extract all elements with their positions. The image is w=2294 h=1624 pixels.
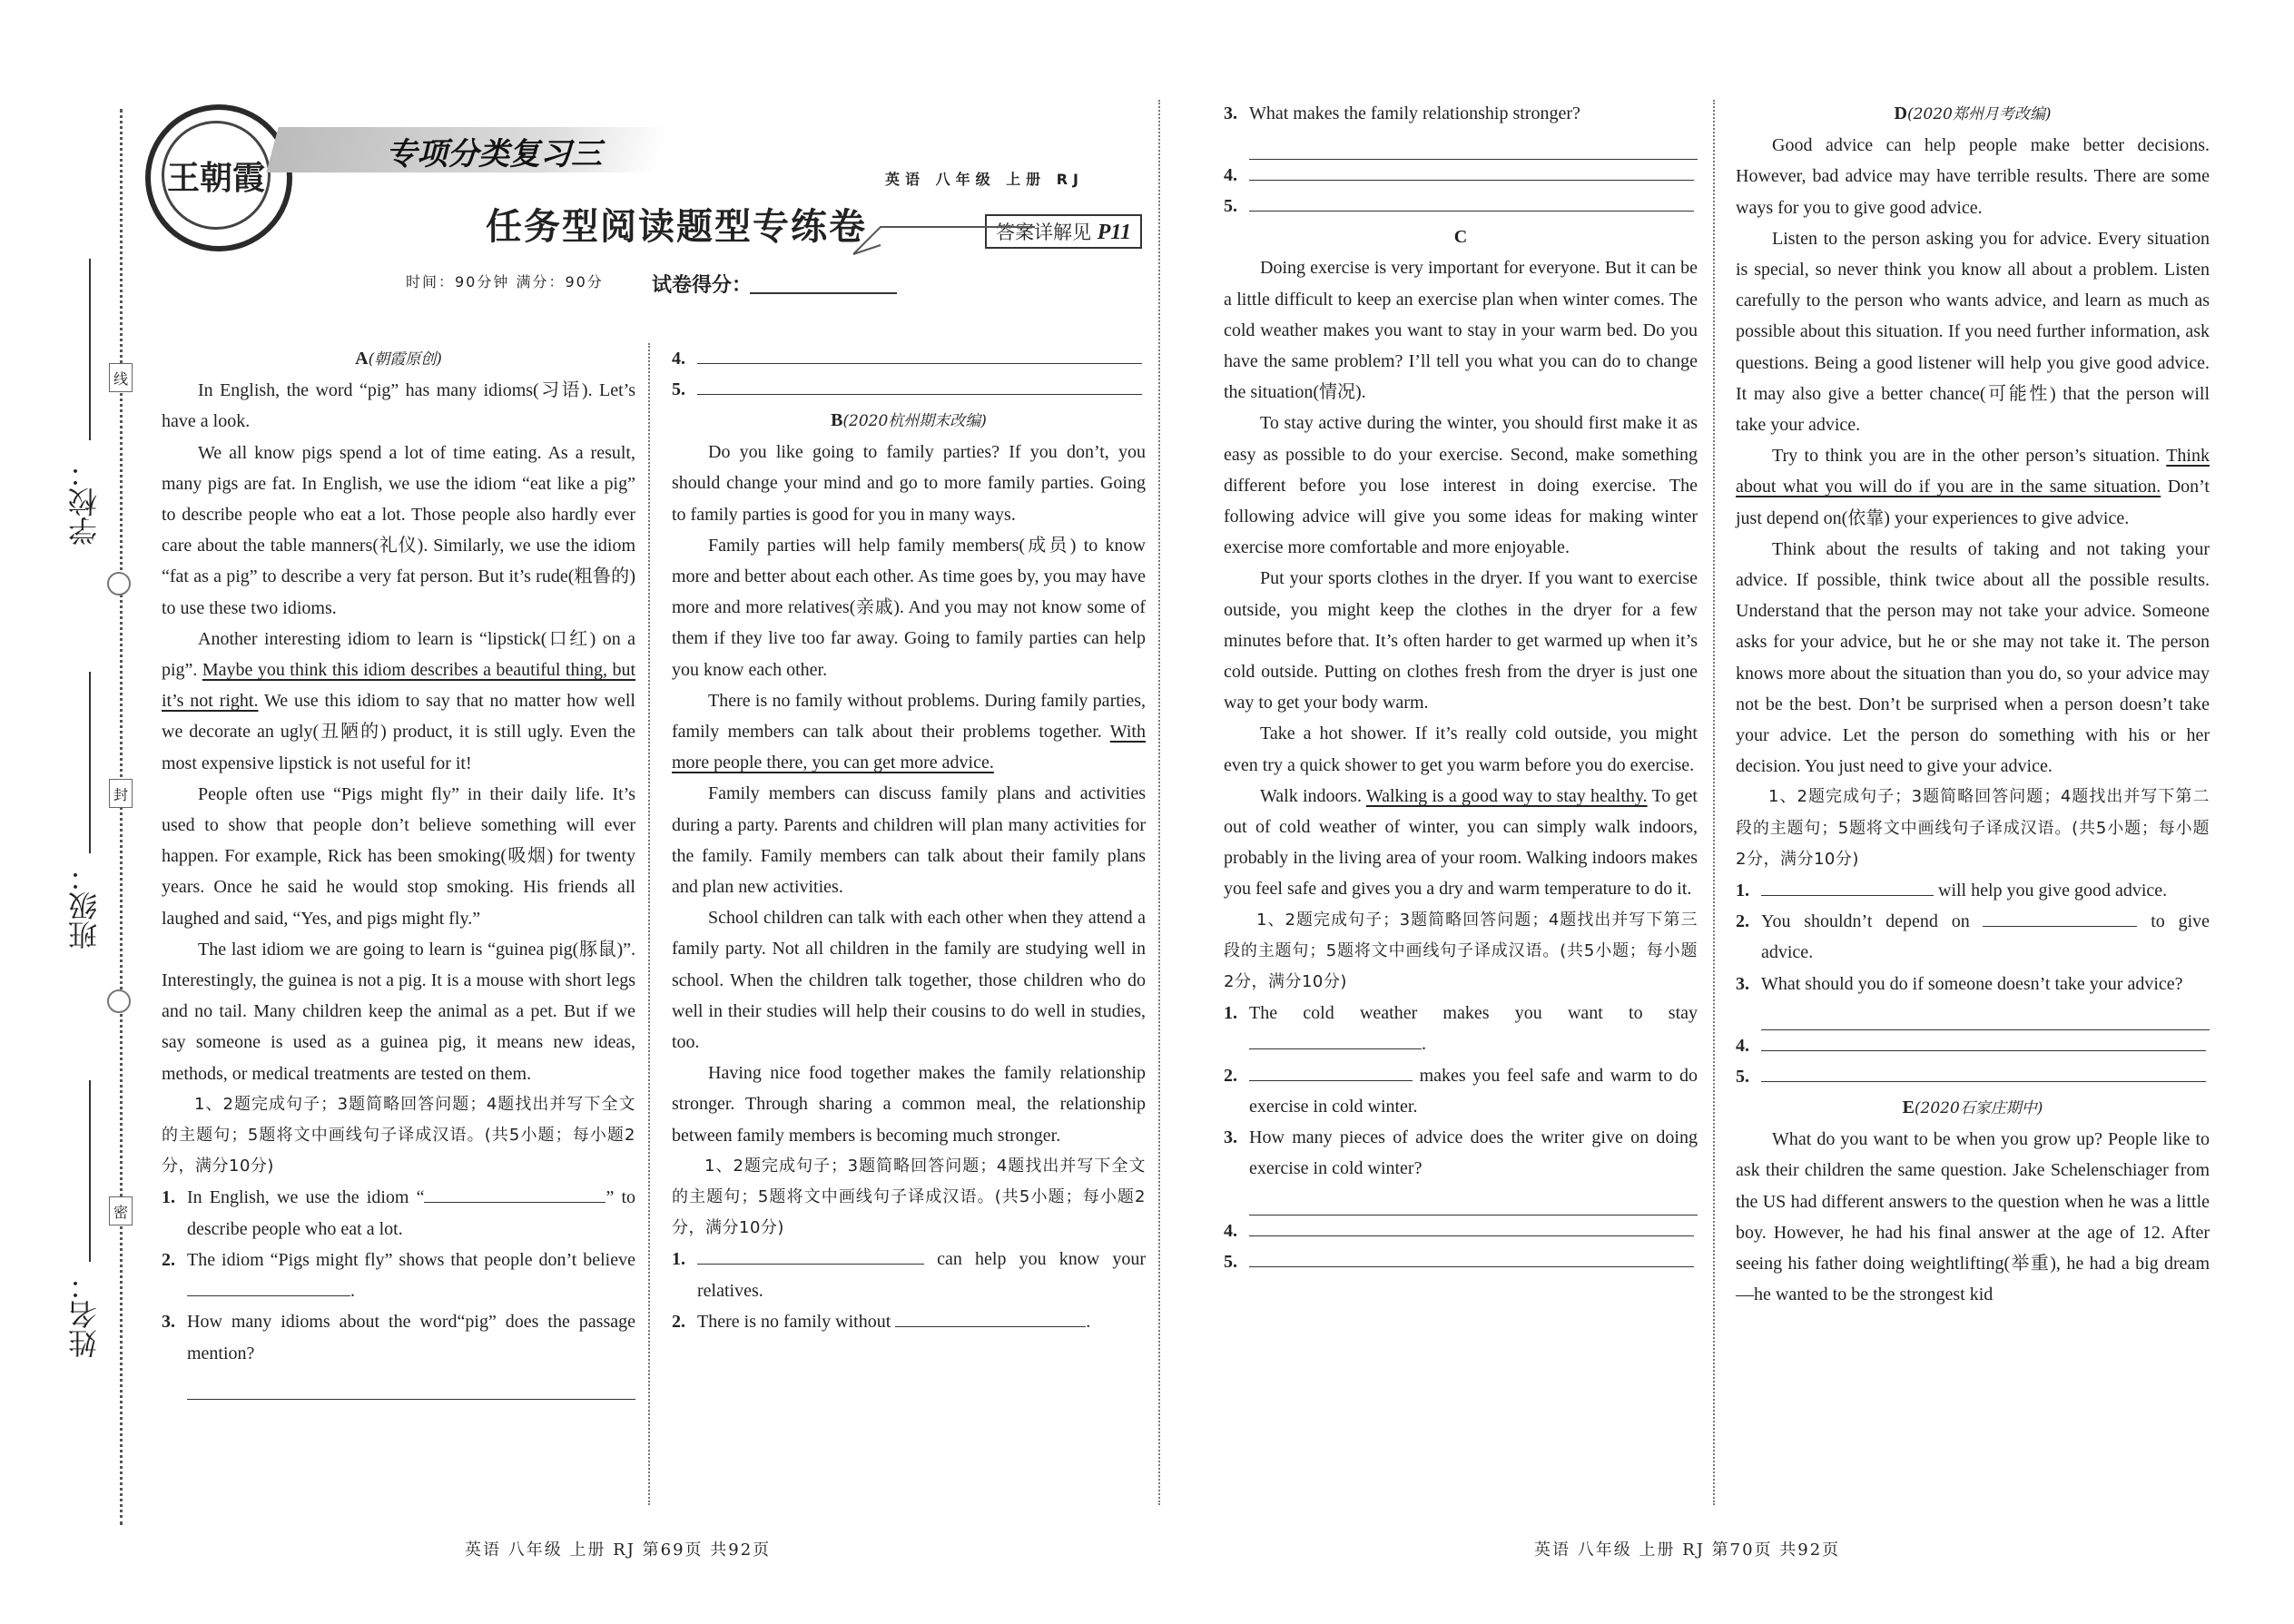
section-a-p1: In English, the word “pig” has many idioms(习语). Let’s have a look. <box>162 380 635 432</box>
section-d-q4 <box>1736 1030 2210 1061</box>
section-a-q1 <box>162 1182 635 1244</box>
q-number: 4. <box>1736 1035 1749 1056</box>
section-d-q3 <box>1736 969 2210 999</box>
q-number: 3. <box>1736 973 1749 994</box>
seal-char-secret: 密 <box>109 1196 133 1225</box>
c-q3-answer-line[interactable] <box>1249 1185 1698 1216</box>
column-separator <box>648 343 650 1505</box>
c-q1-blank[interactable] <box>1249 1029 1422 1049</box>
q2-text: The idiom “Pigs might fly” shows that people don’t believe <box>187 1249 635 1270</box>
section-e-source: (2020石家庄期中) <box>1914 1098 2043 1117</box>
name-field[interactable] <box>89 1080 91 1262</box>
school-label: 学校： <box>67 458 102 546</box>
time-info: 时间：90分钟 满分：90分 <box>406 273 604 290</box>
section-c-p1: Doing exercise is very important for everyone. But it can be a little difficult to keep an exercise plan when winter comes. The cold weather makes you want to stay in your warm bed. Do you have the same problem? I’ll tell you what you can do to change the situation(情况). <box>1224 258 1698 403</box>
score-field[interactable] <box>750 292 897 294</box>
section-c-p3: Put your sports clothes in the dryer. If you want to exercise outside, you might keep the clothes in the dryer for a few minutes before that. It’s often harder to get warmed up when it’s cold outside. Putting on clothes fresh from the dryer is just one way to get your body warm. <box>1224 568 1698 714</box>
c-q2-blank[interactable] <box>1249 1060 1413 1081</box>
q-number: 3. <box>162 1312 175 1333</box>
d-q3-answer-line[interactable] <box>1761 999 2210 1030</box>
q3-answer-line[interactable] <box>187 1369 635 1400</box>
b-q4-answer-line[interactable] <box>1249 160 1694 181</box>
page-fold-separator <box>1158 100 1160 1505</box>
q-number: 5. <box>1736 1066 1749 1087</box>
section-a-source: (朝霞原创) <box>368 350 442 369</box>
footer-right: 英语 八年级 上册 RJ 第70页 共92页 <box>1534 1540 1841 1560</box>
q-number: 4. <box>672 349 685 369</box>
q-number: 4. <box>1224 1220 1237 1241</box>
section-d-q2 <box>1736 906 2210 968</box>
section-c-q3 <box>1224 1122 1698 1184</box>
section-b-p3 <box>672 685 1146 779</box>
q1-text: In English, we use the idiom “ <box>187 1187 425 1208</box>
section-d-p4: Think about the results of taking and not taking your advice. If possible, think twice about all the possible results. Understand that the person may not take your advice. Someone asks for your advice, but he or she may not take it. The person knows more about the situation than you do, so your advice may not be the best. Don’t be surprised when a person doesn’t take your advice. Let the person do something with his or her decision. You just need to give your advice. <box>1736 538 2210 777</box>
column-3 <box>1224 98 1698 1277</box>
b-q1-blank[interactable] <box>697 1244 924 1265</box>
section-b-heading <box>672 405 1146 437</box>
q1-blank[interactable] <box>424 1182 605 1203</box>
section-b-q2: 2. There is no family without . <box>672 1306 1146 1337</box>
section-a-p3-lead: Another interesting idiom to learn is “lipstick(口红) on a pig”. <box>162 628 635 681</box>
section-b-q3 <box>1224 98 1698 129</box>
section-b-source: (2020杭州期末改编) <box>842 412 987 430</box>
q4-answer-line[interactable] <box>697 343 1142 364</box>
section-a-letter: A <box>355 349 369 369</box>
section-c-heading: C <box>1453 227 1468 248</box>
section-c-underlined-sentence: Walking is a good way to stay healthy. <box>1365 785 1648 806</box>
b-q3-answer-line[interactable] <box>1249 129 1698 160</box>
section-d-p3 <box>1736 440 2210 534</box>
section-c-q4 <box>1224 1216 1698 1246</box>
section-b-letter: B <box>831 410 843 430</box>
q-number: 4. <box>1224 165 1237 186</box>
c-q1-text: The cold weather makes you want to stay <box>1249 1003 1698 1024</box>
section-c-q5 <box>1224 1246 1698 1277</box>
q5-answer-line[interactable] <box>697 374 1142 395</box>
d-q2-text: You shouldn’t depend on <box>1761 911 1970 932</box>
section-a-p3 <box>162 624 635 779</box>
section-d-letter: D <box>1894 103 1907 123</box>
score-label: 试卷得分： <box>652 274 753 297</box>
page-title: 任务型阅读题型专练卷 <box>486 206 867 248</box>
section-b-p4: Family members can discuss family plans and activities during a party. Parents and children will plan many activities for the family. Family members can talk about their family plans and plan new activities. <box>672 783 1146 898</box>
section-d-underlined-sentence: Think about what you will do if you are in the same situation. <box>1736 446 2210 497</box>
section-a-instructions: 1、2题完成句子；3题简略回答问题；4题找出并写下全文的主题句；5题将文中画线句子译成汉语。(共5小题；每小题2分，满分10分) <box>162 1094 635 1176</box>
q-number: 1. <box>1736 881 1749 901</box>
q-number: 2. <box>162 1249 175 1270</box>
section-a-p5: The last idiom we are going to learn is “guinea pig(豚鼠)”. Interestingly, the guinea is not a pig. It is a mouse with short legs and no tail. Many children keep the animal as a pet. But if we say someone is used as a guinea pig, it means new ideas, methods, or medical treatments are tested on them. <box>162 939 635 1084</box>
section-a-underlined-sentence: Maybe you think this idiom describes a beautiful thing, but it’s not right. <box>162 660 636 712</box>
section-c-instructions: 1、2题完成句子；3题简略回答问题；4题找出并写下第三段的主题句；5题将文中画线句子译成汉语。(共5小题；每小题2分，满分10分) <box>1224 910 1698 992</box>
column-1 <box>162 343 635 1400</box>
q2-blank[interactable] <box>187 1275 350 1296</box>
d-q3-text: What should you do if someone doesn’t take your advice? <box>1761 973 2183 994</box>
section-a-p3-tail: We use this idiom to say that no matter how well we decorate an ugly(丑陋的) product, it is still ugly. Even the most expensive lipstick is not useful for it! <box>162 691 635 773</box>
section-a-p4: People often use “Pigs might fly” in their daily life. It’s used to show that people don’t believe something will ever happen. For example, Rick has been smoking(吸烟) for twenty years. Once he said he would stop smoking. His friends all laughed and said, “Yes, and pigs might fly.” <box>162 783 635 929</box>
answer-prefix: 答案详解见 <box>996 221 1091 243</box>
q-number: 3. <box>1224 1127 1237 1148</box>
decorative-arrow <box>844 191 1044 263</box>
q-number: 1. <box>672 1249 685 1270</box>
binding-dotted-line <box>120 109 123 1525</box>
section-c-p5-lead: Walk indoors. <box>1260 785 1366 806</box>
c-q4-answer-line[interactable] <box>1249 1216 1694 1236</box>
section-a-p2: We all know pigs spend a lot of time eating. As a result, many pigs are fat. In English, we use the idiom “eat like a pig” to describe people who eat a lot. Those people also hardly ever care about the table manners(礼仪). Similarly, we use the idiom “fat as a pig” to describe a very fat person. But it’s rude(粗鲁的) to use these two idioms. <box>162 442 635 618</box>
section-c-p5 <box>1224 781 1698 905</box>
section-d-q1 <box>1736 875 2210 906</box>
section-d-instructions: 1、2题完成句子；3题简略回答问题；4题找出并写下第二段的主题句；5题将文中画线句子译成汉语。(共5小题；每小题2分，满分10分) <box>1736 787 2210 869</box>
section-a-q4 <box>672 343 1146 374</box>
logo-text: 王朝霞 <box>162 121 271 230</box>
section-a-q2: 2. The idiom “Pigs might fly” shows that people don’t believe . <box>162 1245 635 1306</box>
section-d-p3-lead: Try to think you are in the other person’s situation. <box>1772 446 2167 467</box>
q-number: 2. <box>672 1311 685 1332</box>
q-number: 2. <box>1736 911 1749 932</box>
section-c-p5-tail: To get out of cold weather of winter, you can simply walk indoors, probably in the living area of your room. Walking indoors makes you feel safe and gives you a dry and warm temperature to do it. <box>1224 785 1698 900</box>
section-d-p3-tail: Don’t just depend on(依靠) your experiences to give advice. <box>1736 477 2210 528</box>
section-a-q5 <box>672 374 1146 405</box>
b-q1-text: can help you know your relatives. <box>697 1249 1146 1301</box>
section-b-instructions: 1、2题完成句子；3题简略回答问题；4题找出并写下全文的主题句；5题将文中画线句子译成汉语。(共5小题；每小题2分，满分10分) <box>672 1156 1146 1238</box>
section-e-p1: What do you want to be when you grow up? People like to ask their children the same question. Jake Schelenschiager from the US had different answers to the question when he was a little boy. However, he had his final answer at the age of 12. After seeing his father doing weightlifting(举重), he had a big dream—he wanted to be the strongest kid <box>1736 1129 2210 1305</box>
d-q4-answer-line[interactable] <box>1761 1030 2206 1051</box>
seal-char-seal: 封 <box>109 779 133 808</box>
seal-char-line: 线 <box>109 363 133 392</box>
class-field[interactable] <box>89 672 91 853</box>
series-title: 专项分类复习三 <box>386 136 602 172</box>
q1-text-end: ” to describe people who eat a lot. <box>187 1187 636 1239</box>
section-c-q1: 1. The cold weather makes you want to stay . <box>1224 998 1698 1059</box>
section-e-letter: E <box>1902 1097 1915 1117</box>
q3-text: How many idioms about the word“pig” does the passage mention? <box>187 1312 635 1363</box>
column-separator <box>1713 100 1715 1505</box>
column-2 <box>672 343 1146 1337</box>
column-4 <box>1736 98 2210 1310</box>
section-b-q1 <box>672 1244 1146 1305</box>
q-number: 5. <box>672 379 685 399</box>
section-d-p2: Listen to the person asking you for advice. Every situation is special, so never think you know all about a problem. Listen carefully to the person who wants advice, and learn as much as possible about this situation. If you need further information, ask questions. Being a good listener will help you give good advice. It may also give a better chance(可能性) that the person will take your advice. <box>1736 228 2210 436</box>
d-q1-text: will help you give good advice. <box>1934 881 2168 901</box>
brand-logo <box>145 104 292 251</box>
section-b-p1: Do you like going to family parties? If you don’t, you should change your mind and go to more family parties. Going to family parties is good for you in many ways. <box>672 442 1146 525</box>
school-field[interactable] <box>89 259 91 440</box>
section-c-p4: Take a hot shower. If it’s really cold outside, you might even try a quick shower to get you warm before you do exercise. <box>1224 723 1698 775</box>
q-number: 1. <box>1224 1003 1237 1024</box>
section-d-q5 <box>1736 1061 2210 1092</box>
q-number: 5. <box>1224 196 1237 217</box>
c-q3-text: How many pieces of advice does the writer give on doing exercise in cold winter? <box>1249 1127 1698 1179</box>
b-q5-answer-line[interactable] <box>1249 191 1694 212</box>
section-b-q5 <box>1224 191 1698 221</box>
section-d-p1: Good advice can help people make better decisions. However, bad advice may have terrible results. There are some ways for you to give good advice. <box>1736 135 2210 218</box>
subject-line: 英语 八年级 上册 RJ <box>885 171 1084 188</box>
section-c-q2 <box>1224 1060 1698 1122</box>
section-b-p5: School children can talk with each other when they attend a family party. Not all children in the family are studying well in school. When the children talk together, those children who do well in their studies will help their cousins to do well in studies, too. <box>672 908 1146 1053</box>
section-b-q4 <box>1224 160 1698 191</box>
q-number: 2. <box>1224 1065 1237 1086</box>
section-b-underlined-sentence: With more people there, you can get more advice. <box>672 722 1146 773</box>
d-q1-blank[interactable] <box>1761 875 1934 896</box>
b-q2-blank[interactable] <box>895 1306 1086 1327</box>
answer-page: P11 <box>1097 221 1132 244</box>
section-c-p2: To stay active during the winter, you should first make it as easy as possible to do your exercise. Second, make something different before you lose interest in doing exercise. The following advice will give you some ideas for making winter exercise more comfortable and more enjoyable. <box>1224 413 1698 558</box>
d-q2-blank[interactable] <box>1983 906 2137 927</box>
name-label: 姓名： <box>67 1271 102 1358</box>
b-q3-text: What makes the family relationship stronger? <box>1249 103 1580 123</box>
section-a-q3 <box>162 1306 635 1368</box>
q-number: 1. <box>162 1187 175 1208</box>
b-q2-text: There is no family without <box>697 1311 891 1332</box>
q-number: 3. <box>1224 103 1237 123</box>
d-q2-text-end: to give advice. <box>1761 911 2210 963</box>
section-b-p6: Having nice food together makes the family relationship stronger. Through sharing a common meal, the relationship between family members is becoming much stronger. <box>672 1063 1146 1146</box>
section-b-p2: Family parties will help family members(成员) to know more and better about each other. As time goes by, you may have more and more relatives(亲戚). And you may not know some of them if they live too far away. Going to family parties can help you know each other. <box>672 535 1146 680</box>
section-a-heading <box>162 343 635 375</box>
section-d-source: (2020郑州月考改编) <box>1906 105 2052 123</box>
section-e-heading <box>1736 1092 2210 1124</box>
c-q2-text: makes you feel safe and warm to do exercise in cold winter. <box>1249 1065 1698 1117</box>
binding-hole-icon <box>107 572 131 595</box>
binding-hole-icon <box>107 989 131 1013</box>
section-b-p3-lead: There is no family without problems. During family parties, family members can talk about their problems together. <box>672 690 1146 743</box>
section-d-heading <box>1736 98 2210 130</box>
c-q5-answer-line[interactable] <box>1249 1246 1694 1267</box>
d-q5-answer-line[interactable] <box>1761 1061 2206 1082</box>
class-label: 班级： <box>67 862 102 950</box>
q-number: 5. <box>1224 1251 1237 1272</box>
footer-left: 英语 八年级 上册 RJ 第69页 共92页 <box>465 1540 772 1560</box>
